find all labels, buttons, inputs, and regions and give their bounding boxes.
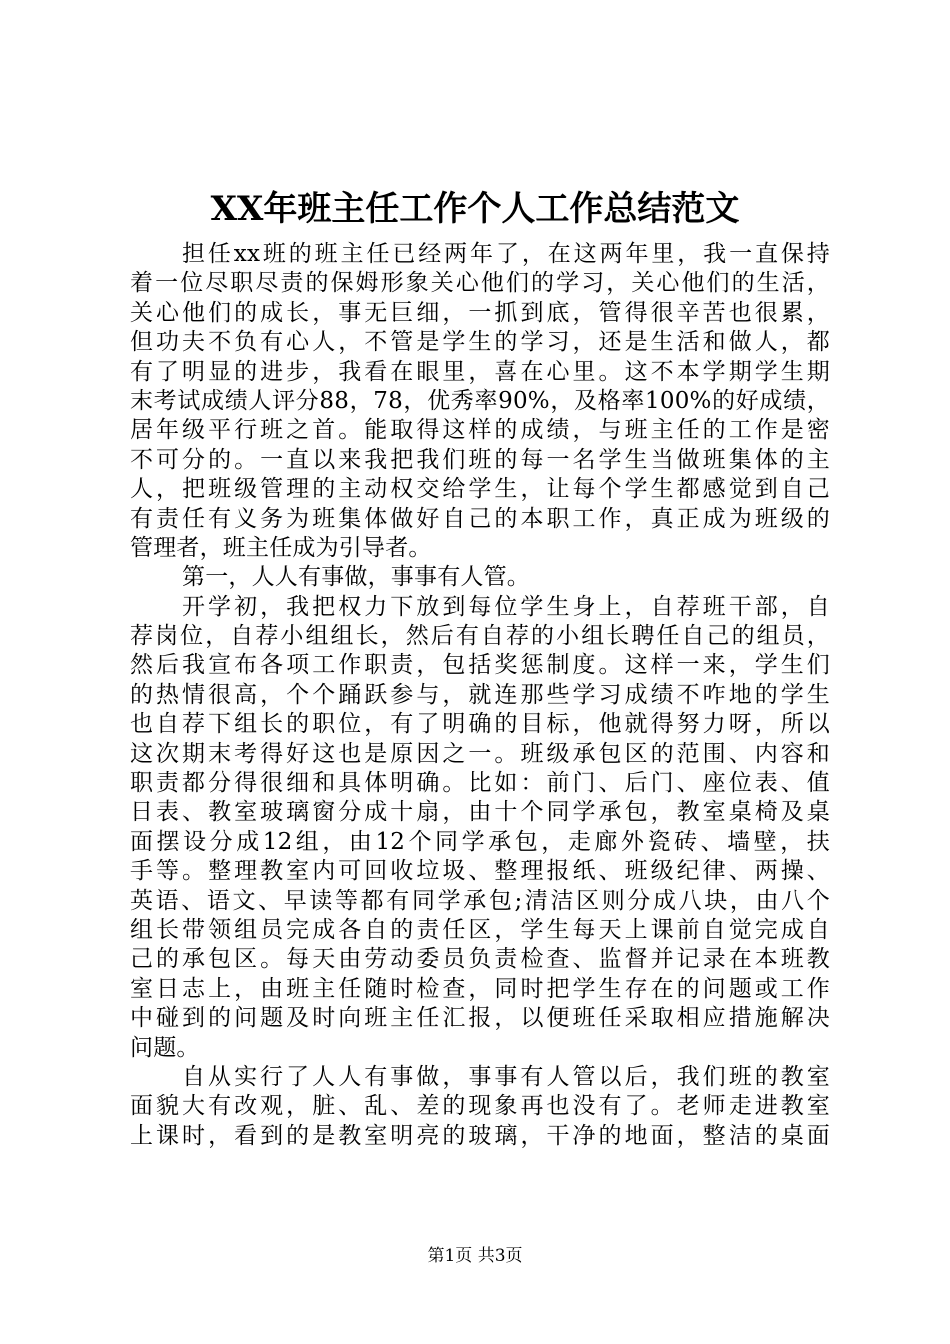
body-line: 但功夫不负有心人，不管是学生的学习，还是生活和做人，都	[130, 329, 830, 356]
body-line: 英语、语文、早读等都有同学承包;清洁区则分成八块，由八个	[130, 887, 830, 914]
body-line: 居年级平行班之首。能取得这样的成绩，与班主任的工作是密	[130, 417, 830, 444]
body-line: 管理者，班主任成为引导者。	[130, 534, 432, 561]
body-line: 面貌大有改观，脏、乱、差的现象再也没有了。老师走进教室	[130, 1093, 830, 1120]
body-line: 自从实行了人人有事做，事事有人管以后，我们班的教室	[182, 1063, 830, 1090]
body-line: 的热情很高，个个踊跃参与，就连那些学习成绩不咋地的学生	[130, 681, 830, 708]
body-line: 荐岗位，自荐小组组长，然后有自荐的小组长聘任自己的组员，	[130, 623, 830, 650]
body-line: 着一位尽职尽责的保姆形象关心他们的学习，关心他们的生活，	[130, 270, 830, 297]
body-line: 也自荐下组长的职位，有了明确的目标，他就得努力呀，所以	[130, 711, 830, 738]
body-line: 关心他们的成长，事无巨细，一抓到底，管得很辛苦也很累，	[130, 299, 830, 326]
body-line: 中碰到的问题及时向班主任汇报，以便班任采取相应措施解决	[130, 1005, 830, 1032]
body-line: 有了明显的进步，我看在眼里，喜在心里。这不本学期学生期	[130, 358, 830, 385]
body-line: 这次期末考得好这也是原因之一。班级承包区的范围、内容和	[130, 740, 830, 767]
document-body	[130, 240, 830, 1151]
body-line: 末考试成绩人评分88，78，优秀率90%，及格率100%的好成绩，	[130, 387, 830, 414]
body-line: 组长带领组员完成各自的责任区，学生每天上课前自觉完成自	[130, 916, 830, 943]
body-line: 问题。	[130, 1034, 200, 1061]
body-line: 开学初，我把权力下放到每位学生身上，自荐班干部，自	[182, 593, 830, 620]
body-line: 人，把班级管理的主动权交给学生，让每个学生都感觉到自己	[130, 476, 830, 503]
body-line: 己的承包区。每天由劳动委员负责检查、监督并记录在本班教	[130, 946, 830, 973]
body-line: 职责都分得很细和具体明确。比如：前门、后门、座位表、值	[130, 770, 830, 797]
document-title: XX年班主任工作个人工作总结范文	[210, 189, 740, 229]
body-line: 上课时，看到的是教室明亮的玻璃，干净的地面，整洁的桌面	[130, 1122, 830, 1149]
body-line: 担任xx班的班主任已经两年了，在这两年里，我一直保持	[182, 241, 830, 267]
body-line: 不可分的。一直以来我把我们班的每一名学生当做班集体的主	[130, 446, 830, 473]
body-line: 日表、教室玻璃窗分成十扇，由十个同学承包，教室桌椅及桌	[130, 799, 830, 826]
body-line: 室日志上，由班主任随时检查，同时把学生存在的问题或工作	[130, 975, 830, 1002]
body-line: 手等。整理教室内可回收垃圾、整理报纸、班级纪律、两操、	[130, 858, 830, 885]
body-line: 面摆设分成12组，由12个同学承包，走廊外瓷砖、墙壁，扶	[130, 828, 830, 855]
section-heading: 第一，人人有事做，事事有人管。	[182, 564, 530, 591]
page-footer: 第1页 共3页	[427, 1246, 523, 1266]
body-line: 有责任有义务为班集体做好自己的本职工作，真正成为班级的	[130, 505, 830, 532]
body-line: 然后我宣布各项工作职责，包括奖惩制度。这样一来，学生们	[130, 652, 830, 679]
